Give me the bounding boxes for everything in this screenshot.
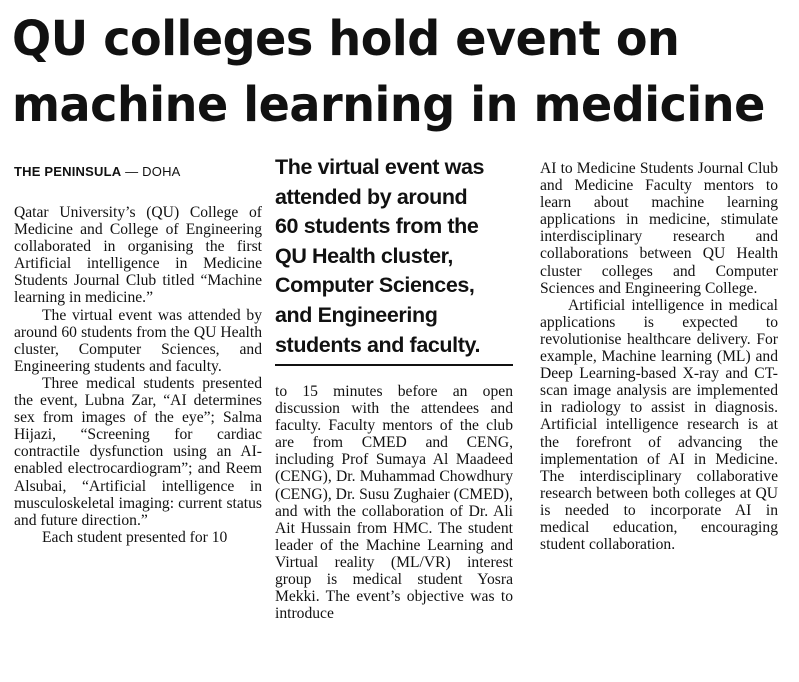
paragraph: The virtual event was attended by around 60 students from the QU Health cluster, Computer Sciences, and Engineering students and faculty.	[14, 306, 262, 375]
byline-source: THE PENINSULA	[14, 164, 122, 179]
pull-quote	[275, 153, 513, 368]
pull-quote-line: attended by around	[275, 184, 468, 209]
pull-quote-rule	[275, 364, 513, 366]
byline	[14, 164, 181, 179]
byline-separator: —	[121, 164, 143, 179]
pull-quote-line: students and faculty.	[275, 332, 481, 357]
pull-quote-line: 60 students from the	[275, 214, 479, 239]
headline-line-2: machine learning in medicine	[12, 77, 765, 133]
article-column-1	[14, 204, 262, 546]
headline-line-1: QU colleges hold event on	[12, 11, 680, 67]
pull-quote-line: Computer Sciences,	[275, 273, 475, 298]
article-column-2	[275, 383, 513, 622]
paragraph: Each student presented for 10	[42, 528, 228, 546]
pull-quote-line: and Engineering	[275, 302, 438, 327]
paragraph: AI to Medicine Students Journal Club and Medicine Faculty mentors to learn about machine learning applications in medicine, stimulate interdisciplinary research and collaborations between QU Health cluster colleges and Computer Sciences and Engineering College.	[540, 160, 778, 297]
paragraph: Three medical students presented the event, Lubna Zar, “AI determines sex from images of the eye”; Salma Hijazi, “Screening for cardiac contractile dysfunction using an AI-enabled electrocardiogram”; and Reem Alsubai, “Artificial intelligence in musculoskeletal imaging: current status and future direction.”	[14, 374, 262, 529]
paragraph: Qatar University’s (QU) College of Medicine and College of Engineering collaborated in organising the first Artificial intelligence in Medicine Students Journal Club titled “Machine learning in medicine.”	[14, 204, 262, 307]
article-column-3	[540, 160, 778, 553]
headline	[12, 6, 765, 138]
paragraph: Artificial intelligence in medical applications is expected to revolutionise healthcare delivery. For example, Machine learning (ML) and Deep Learning-based X-ray and CT-scan image analysis are implemented in radiology to assist in diagnosis. Artificial intelligence research is at the forefront of advancing the implementation of AI in Medicine. The interdisciplinary collaborative research between both colleges at QU is needed to incorporate AI in medical education, encouraging student collaboration.	[540, 296, 778, 554]
pull-quote-line: QU Health cluster,	[275, 243, 453, 268]
byline-place: DOHA	[142, 164, 181, 179]
paragraph: to 15 minutes before an open discussion with the attendees and faculty. Faculty mentors of the club are from CMED and CENG, including Prof Sumaya Al Maadeed (CENG), Dr. Muhammad Chowdhury (CENG), Dr. Susu Zughaier (CMED), and with the collaboration of Dr. Ali Ait Hussain from HMC. The student leader of the Machine Learning and Virtual reality (ML/VR) interest group is medical student Yosra Mekki. The event’s objective was to introduce	[275, 383, 513, 623]
pull-quote-line: The virtual event was	[275, 155, 485, 179]
